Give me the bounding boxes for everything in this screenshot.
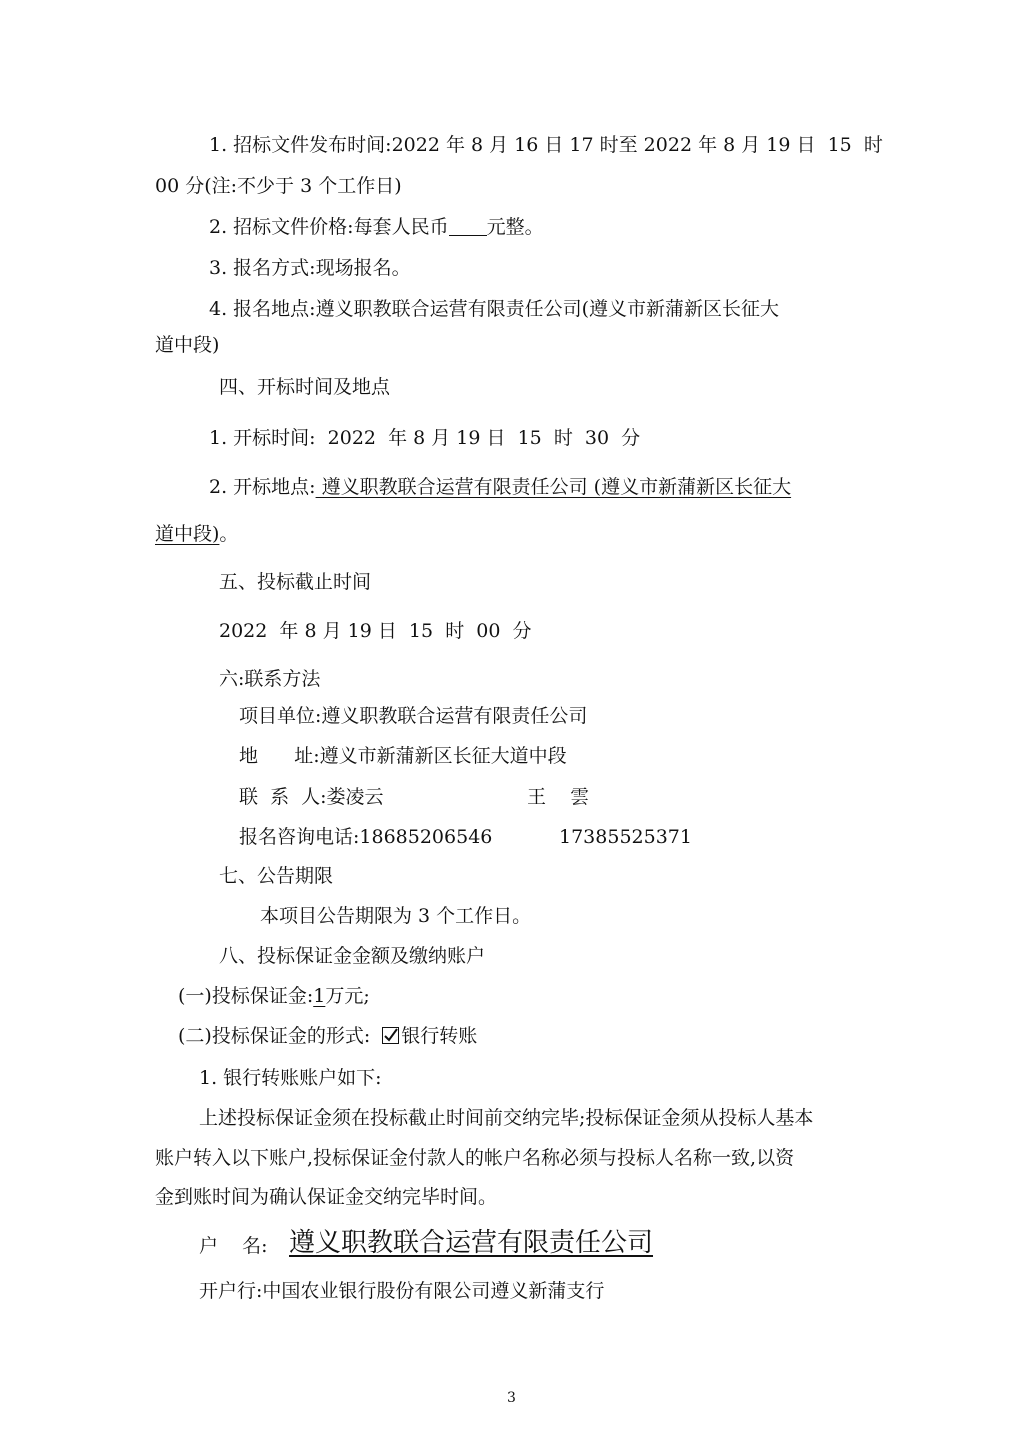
price-blank xyxy=(449,216,487,236)
open-place-cont-underlined: 道中段) xyxy=(155,523,220,545)
deadline: 2022 年 8 月 19 日 15 时 00 分 xyxy=(219,620,532,642)
open-place-label: 2. 开标地点: xyxy=(209,476,316,498)
deposit-amount xyxy=(178,984,370,1008)
deposit-form xyxy=(178,1024,477,1048)
line-2 xyxy=(209,215,544,239)
para-8a: 上述投标保证金须在投标截止时间前交纳完毕;投标保证金须从投标人基本 xyxy=(199,1107,814,1129)
open-place-cont-end: 。 xyxy=(219,523,239,545)
para-8c: 金到账时间为确认保证金交纳完毕时间。 xyxy=(155,1186,498,1208)
heading-7: 七、公告期限 xyxy=(219,865,334,887)
open-place xyxy=(209,475,791,499)
line-2b: 元整。 xyxy=(486,216,544,238)
account-name: 遵义职教联合运营有限责任公司 xyxy=(289,1228,654,1258)
deposit-amount-label: (一)投标保证金: xyxy=(178,985,314,1007)
heading-6: 六:联系方法 xyxy=(219,668,321,690)
line-1b: 00 分(注:不少于 3 个工作日) xyxy=(155,175,402,197)
notice-period: 本项目公告期限为 3 个工作日。 xyxy=(260,905,532,927)
bank-transfer-heading: 1. 银行转账账户如下: xyxy=(199,1067,382,1089)
heading-4: 四、开标时间及地点 xyxy=(219,376,391,398)
deposit-form-value: 银行转账 xyxy=(401,1025,478,1047)
open-place-cont xyxy=(155,522,238,546)
contact-person-2: 王 雲 xyxy=(527,786,590,808)
deposit-amount-unit: 万元; xyxy=(325,985,370,1007)
contact-person: 联 系 人:娄凌云 xyxy=(239,786,384,808)
line-4a: 4. 报名地点:遵义职教联合运营有限责任公司(遵义市新蒲新区长征大 xyxy=(209,298,779,320)
checked-box-icon xyxy=(382,1027,399,1044)
bank-name: 开户行:中国农业银行股份有限公司遵义新蒲支行 xyxy=(199,1280,605,1302)
line-3: 3. 报名方式:现场报名。 xyxy=(209,257,411,279)
line-4b: 道中段) xyxy=(155,334,220,356)
open-place-underlined: 遵义职教联合运营有限责任公司 (遵义市新蒲新区长征大 xyxy=(315,476,792,498)
page-number: 3 xyxy=(507,1390,516,1406)
contact-address: 地 址:遵义市新蒲新区长征大道中段 xyxy=(239,745,567,767)
line-1a: 1. 招标文件发布时间:2022 年 8 月 16 日 17 时至 2022 年 8 月 19 日 15 时 xyxy=(209,134,883,156)
contact-phone-2: 17385525371 xyxy=(559,826,692,848)
deposit-amount-value: 1 xyxy=(313,985,326,1007)
deposit-form-label: (二)投标保证金的形式: xyxy=(178,1025,371,1047)
contact-unit: 项目单位:遵义职教联合运营有限责任公司 xyxy=(239,705,588,727)
para-8b: 账户转入以下账户,投标保证金付款人的帐户名称必须与投标人名称一致,以资 xyxy=(155,1147,795,1169)
open-time: 1. 开标时间: 2022 年 8 月 19 日 15 时 30 分 xyxy=(209,427,641,449)
heading-5: 五、投标截止时间 xyxy=(219,571,372,593)
heading-8: 八、投标保证金金额及缴纳账户 xyxy=(219,945,486,967)
contact-phone: 报名咨询电话:18685206546 xyxy=(239,826,493,848)
line-2a: 2. 招标文件价格:每套人民币 xyxy=(209,216,449,238)
account-label: 户 名: xyxy=(199,1235,268,1257)
